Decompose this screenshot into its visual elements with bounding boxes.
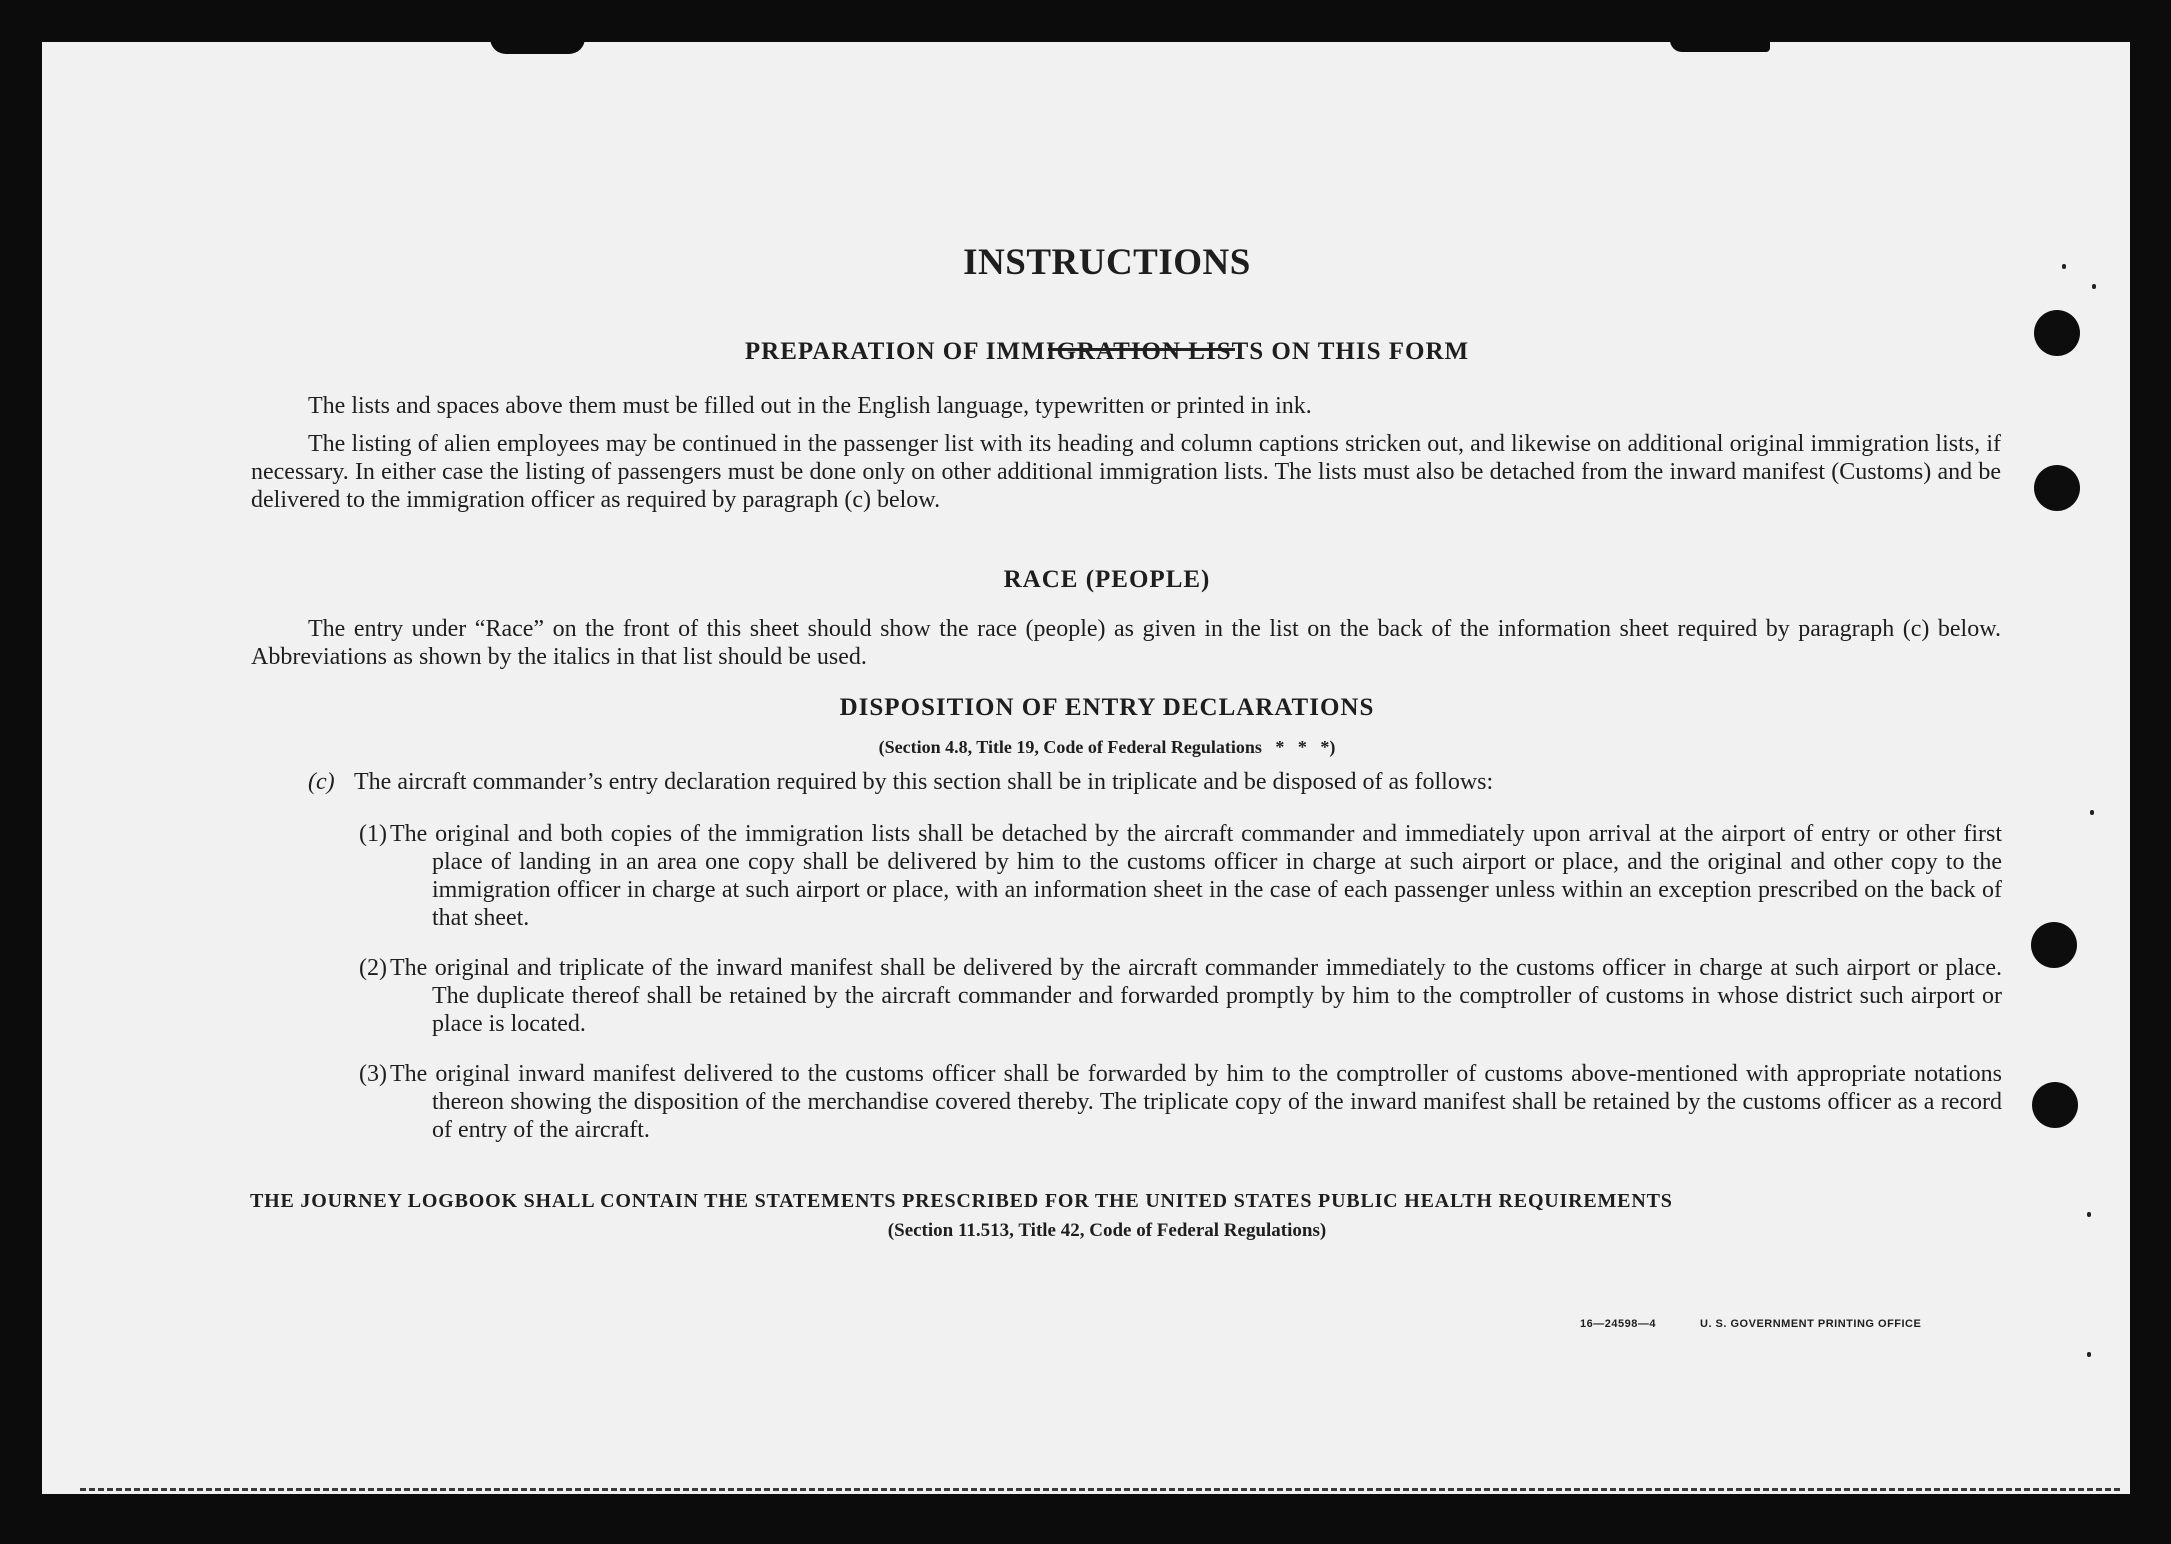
- item-text-3: The original inward manifest delivered to the customs officer shall be forwarded by him to the comptroller of customs above-mentioned with appropriate notations thereon showing the disposition of the merchandise covered thereby. The triplicate copy of the inward manifest shall be retained by the customs officer as a record of entry of the aircraft.: [390, 1061, 2002, 1143]
- paragraph-english-language: The lists and spaces above them must be filled out in the English language, typewritten or printed in ink.: [308, 393, 1312, 419]
- section-heading-race: RACE (PEOPLE): [1003, 566, 1211, 593]
- binder-hole: [2031, 922, 2077, 968]
- section-heading-disposition: DISPOSITION OF ENTRY DECLARATIONS: [839, 694, 1375, 721]
- binder-hole: [2034, 465, 2080, 511]
- section-heading-preparation: PREPARATION OF IMMIGRATION LISTS ON THIS FORM: [744, 338, 1470, 365]
- scan-edge-artifact: [490, 38, 585, 54]
- paragraph-alien-employees: The listing of alien employees may be continued in the passenger list with its heading and column captions stricken out, and likewise on additional original immigration lists, if necessary. In either case the listing of passengers must be done only on other additional immigration lists. The lists must also be detached from the inward manifest (Customs) and be delivered to the immigration officer as required by paragraph (c) below.: [251, 431, 2001, 513]
- footer-citation: (Section 11.513, Title 42, Code of Federal Regulations): [887, 1220, 1327, 1241]
- item-text-1: The original and both copies of the immigration lists shall be detached by the aircraft commander and immediately upon arrival at the airport of entry or other first place of landing in an area one copy shall be delivered by him to the customs officer in charge at such airport or place, and the original and other copy to the immigration officer in charge at such airport or place, with an information sheet in the case of each passenger unless within an exception prescribed on the back of that sheet.: [390, 821, 2002, 931]
- printer-imprint: U. S. GOVERNMENT PRINTING OFFICE: [1700, 1318, 1922, 1330]
- binder-hole: [2032, 1082, 2078, 1128]
- document-title: INSTRUCTIONS: [963, 242, 1251, 283]
- item-number-2: (2): [359, 955, 387, 981]
- item-number-1: (1): [359, 821, 387, 847]
- clause-label-c: (c): [308, 769, 335, 795]
- paragraph-race-entry: The entry under “Race” on the front of this sheet should show the race (people) as given in the list on the back of the information sheet required by paragraph (c) below. Abbreviations as shown by the italics in that list should be used.: [251, 616, 2001, 670]
- scan-speck: [2090, 810, 2094, 815]
- form-number: 16—24598—4: [1580, 1318, 1656, 1330]
- item-number-3: (3): [359, 1061, 387, 1087]
- scan-edge-artifact: [1670, 40, 1770, 52]
- binder-hole: [2034, 310, 2080, 356]
- journey-logbook-statement: THE JOURNEY LOGBOOK SHALL CONTAIN THE STATEMENTS PRESCRIBED FOR THE UNITED STATES PUBLIC HEALTH REQUIREMENTS: [250, 1190, 1673, 1212]
- item-text-2: The original and triplicate of the inward manifest shall be delivered by the aircraft commander immediately to the customs officer in charge at such airport or place. The duplicate thereof shall be retained by the aircraft commander and forwarded promptly by him to the comptroller of customs in whose district such airport or place is located.: [390, 955, 2002, 1037]
- scan-speck: [2092, 284, 2096, 289]
- scan-speck: [2062, 264, 2066, 269]
- clause-c-intro: The aircraft commander’s entry declaration required by this section shall be in triplicate and be disposed of as follows:: [354, 769, 1494, 795]
- section-citation: (Section 4.8, Title 19, Code of Federal Regulations * * *): [878, 737, 1336, 757]
- perforated-edge: [80, 1488, 2120, 1494]
- scan-speck: [2087, 1352, 2091, 1357]
- document-sheet: [42, 42, 2130, 1494]
- scan-speck: [2087, 1212, 2091, 1217]
